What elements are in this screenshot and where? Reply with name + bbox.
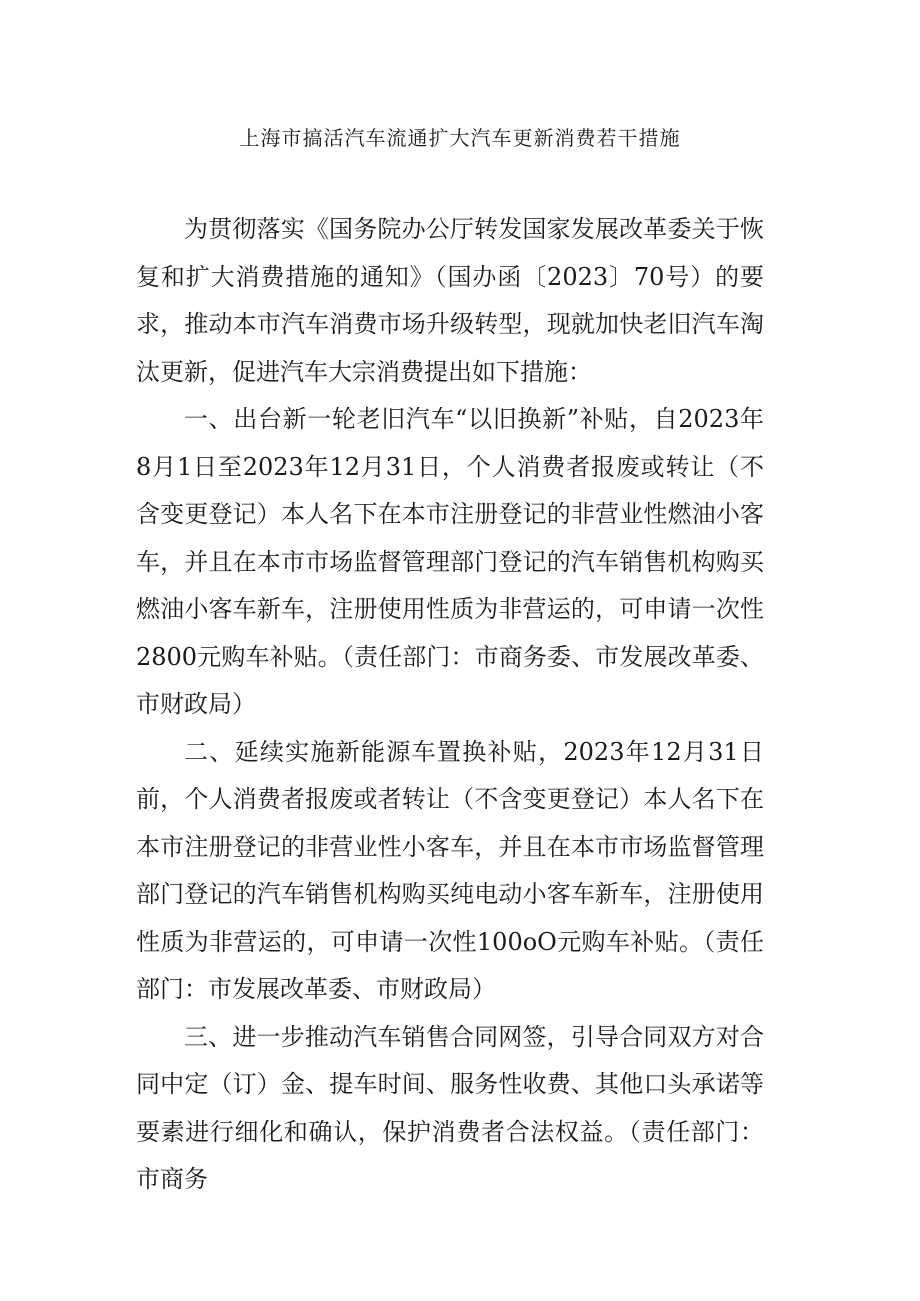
measure-1-paragraph: 一、出台新一轮老旧汽车“以旧换新”补贴，自2023年8月1日至2023年12月31日，个人消费者报废或转让（不含变更登记）本人名下在本市注册登记的非营业性燃油小客车，并且在本市市场监督管理部门登记的汽车销售机构购买燃油小客车新车，注册使用性质为非营运的，可申请一次性2800元购车补贴。（责任部门：市商务委、市发展改革委、市财政局） [136,405,764,718]
document-body [136,206,764,1204]
document-title: 上海市搞活汽车流通扩大汽车更新消费若干措施 [239,126,681,150]
measure-2-paragraph: 二、延续实施新能源车置换补贴，2023年12月31日前，个人消费者报废或者转让（不含变更登记）本人名下在本市注册登记的非营业性小客车，并且在本市市场监督管理部门登记的汽车销售机构购买纯电动小客车新车，注册使用性质为非营运的，可申请一次性100oO元购车补贴。（责任部门：市发展改革委、市财政局） [136,737,764,1003]
measure-3-paragraph: 三、进一步推动汽车销售合同网签，引导合同双方对合同中定（订）金、提车时间、服务性收费、其他口头承诺等要素进行细化和确认，保护消费者合法权益。（责任部门：市商务 [136,1022,764,1193]
intro-paragraph: 为贯彻落实《国务院办公厅转发国家发展改革委关于恢复和扩大消费措施的通知》（国办函〔2023〕70号）的要求，推动本市汽车消费市场升级转型，现就加快老旧汽车淘汰更新，促进汽车大宗消费提出如下措施： [136,215,764,386]
